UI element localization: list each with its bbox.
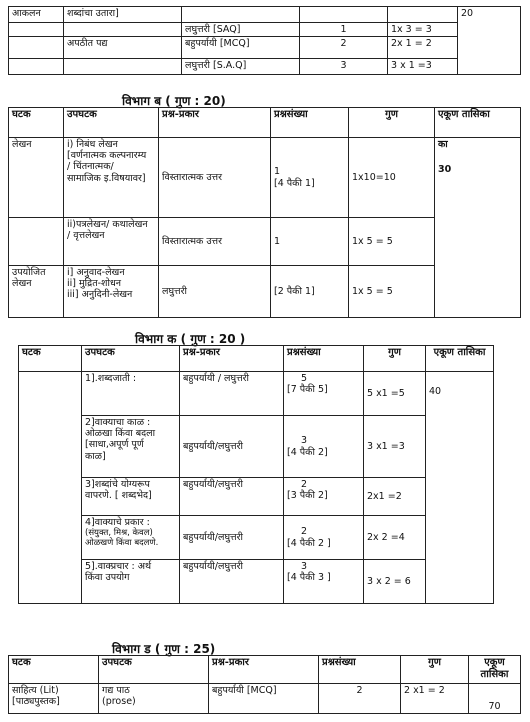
cell-type: बहुपर्यायी/लघुत्तरी [180,416,284,478]
header-total: एकूण तासिका [435,108,521,138]
section-c-table [18,345,494,604]
cell-total: 70 [469,684,521,714]
cell-marks: 1x10=10 [349,138,435,218]
cell-subunit: 1].शब्दजाती : [82,372,180,416]
header-marks: गुण [364,346,426,372]
header-type: प्रश्न-प्रकार [180,346,284,372]
cell-type: बहुपर्यायी [MCQ] [182,37,300,59]
cell-unit: उपयोजित लेखन [9,266,64,318]
cell-subunit: शब्दांचा उतारा] [64,7,182,23]
cell-count: 3 [4 पैकी 2] [284,416,364,478]
cell-count: 2 [3 पैकी 2] [284,478,364,516]
cell-type: विस्तारात्मक उत्तर [159,218,271,266]
cell-type: लघुत्तरी [S.A.Q] [182,59,300,75]
cell-type: लघुत्तरी [SAQ] [182,23,300,37]
header-count: प्रश्नसंख्या [284,346,364,372]
cell-marks: 5 x1 =5 [364,372,426,416]
header-unit: घटक [19,346,82,372]
header-total: एकूण तासिका [469,656,521,684]
cell-subunit: अपठीत पद्य [64,37,182,59]
cell-marks: 2x1 =2 [364,478,426,516]
cell-type: बहुपर्यायी/लघुत्तरी [180,560,284,604]
section-b-table [8,107,521,318]
section-c-title: विभाग क ( गुण : 20 ) [135,332,246,346]
cell-type: लघुत्तरी [159,266,271,318]
cell-total: 40 [426,372,494,604]
cell-total: का 30 [435,138,521,318]
cell-marks: 1x 5 = 5 [349,218,435,266]
cell-unit: आकलन [9,7,64,23]
cell-marks: 2 x1 = 2 [401,684,469,714]
header-subunit: उपघटक [99,656,209,684]
header-subunit: उपघटक [82,346,180,372]
cell-subunit: ii)पत्रलेखन/ कथालेखन / वृत्तलेखन [64,218,159,266]
cell-count: 1 [300,23,388,37]
cell-subunit: 3]शब्दांचे योग्यरूप वापरणे. [ शब्दभेद] [82,478,180,516]
cell-subunit: 2]वाक्याचा काळ : ओळखा किंवा बदला [साधा,अपूर्ण पूर्ण काळ] [82,416,180,478]
cell-count: 1 [4 पैकी 1] [271,138,349,218]
cell-count: [2 पैकी 1] [271,266,349,318]
header-unit: घटक [9,108,64,138]
cell-marks: 1x 5 = 5 [349,266,435,318]
cell-type: विस्तारात्मक उत्तर [159,138,271,218]
cell-unit: लेखन [9,138,64,218]
cell-marks: 1x 3 = 3 [388,23,458,37]
cell-count: 2 [4 पैकी 2 ] [284,516,364,560]
section-d-table [8,655,521,714]
section-b-title: विभाग ब ( गुण : 20) [122,94,226,108]
cell-subunit: i) निबंध लेखन [वर्णनात्मक कल्पनारम्य / चिंतनात्मक/ सामाजिक इ.विषयावर] [64,138,159,218]
cell-subunit: गद्य पाठ (prose) [99,684,209,714]
header-type: प्रश्न-प्रकार [159,108,271,138]
header-subunit: उपघटक [64,108,159,138]
cell-subunit: 4]वाक्याचे प्रकार : (संयुक्त, मिश्र, केवल) ओळखणे किंवा बदलणे. [82,516,180,560]
cell-type: बहुपर्यायी [MCQ] [209,684,319,714]
top-partial-table [8,6,521,75]
cell-count: 1 [271,218,349,266]
cell-type: बहुपर्यायी/लघुत्तरी [180,516,284,560]
cell-marks: 2x 2 =4 [364,516,426,560]
cell-total: 20 [458,7,521,75]
header-total: एकूण तासिका [426,346,494,372]
cell-subunit: i] अनुवाद-लेखन ii] मुद्रित-शोधन iii] अनुदिनी-लेखन [64,266,159,318]
cell-count: 2 [319,684,401,714]
cell-marks: 3 x 1 =3 [388,59,458,75]
cell-type: बहुपर्यायी / लघुत्तरी [180,372,284,416]
cell-marks: 3 x 2 = 6 [364,560,426,604]
header-marks: गुण [349,108,435,138]
cell-count: 5 [7 पैकी 5] [284,372,364,416]
header-type: प्रश्न-प्रकार [209,656,319,684]
header-unit: घटक [9,656,99,684]
header-count: प्रश्नसंख्या [271,108,349,138]
cell-count: 3 [4 पैकी 3 ] [284,560,364,604]
section-d-title: विभाग ड ( गुण : 25) [112,642,216,656]
cell-subunit: 5].वाक्प्रचार : अर्थ किंवा उपयोग [82,560,180,604]
cell-marks: 2x 1 = 2 [388,37,458,59]
header-count: प्रश्नसंख्या [319,656,401,684]
header-marks: गुण [401,656,469,684]
cell-marks: 3 x1 =3 [364,416,426,478]
cell-type: बहुपर्यायी/लघुत्तरी [180,478,284,516]
cell-unit: साहित्य (Lit) [पाठ्यपुस्तक] [9,684,99,714]
cell-count: 3 [300,59,388,75]
cell-count: 2 [300,37,388,59]
